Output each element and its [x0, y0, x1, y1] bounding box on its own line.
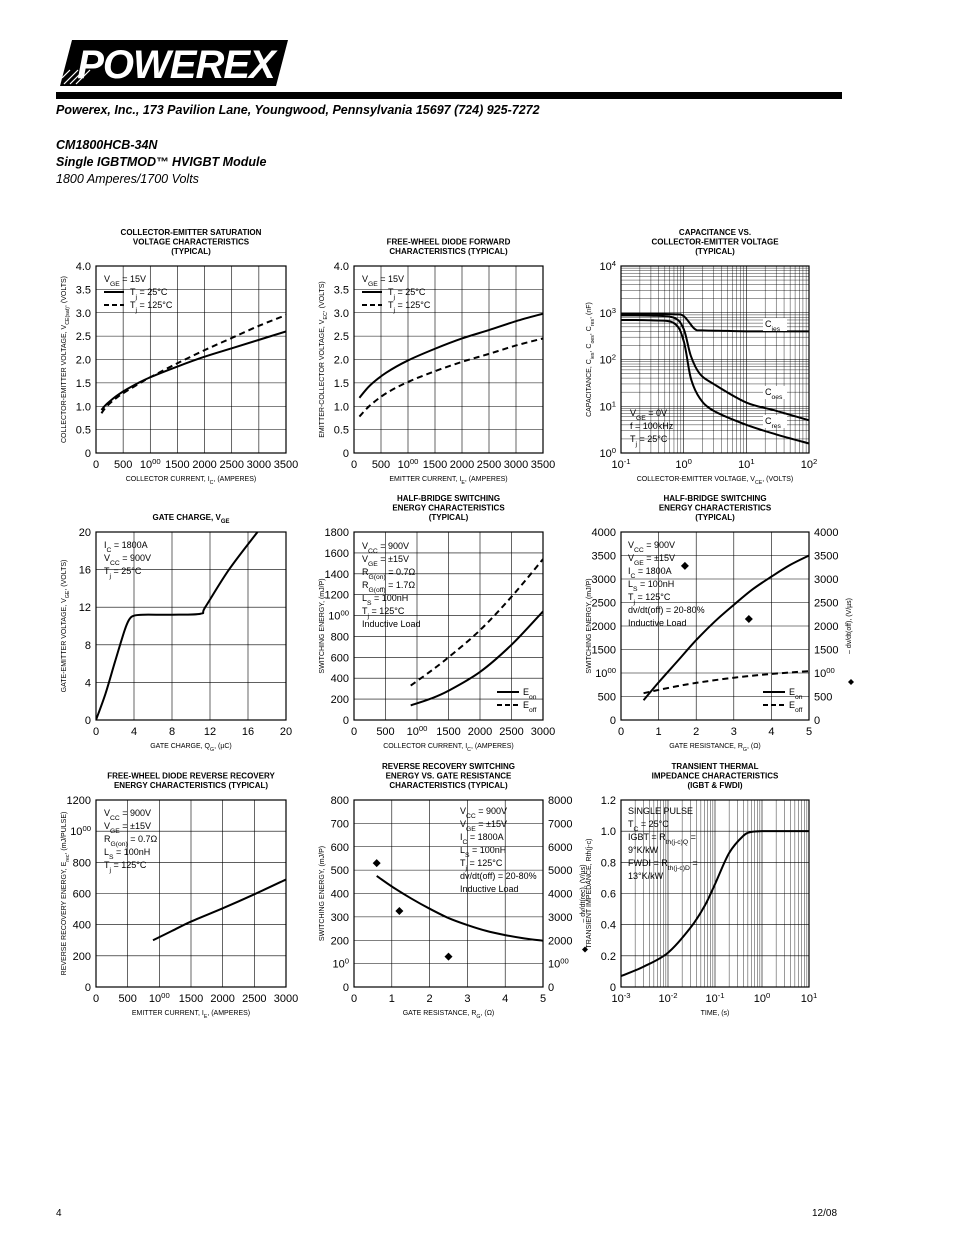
- annotation-text: $V_{GE} = \pm 15V$: [628, 553, 675, 567]
- y-axis-label: SWITCHING ENERGY, (mJ/P): [586, 578, 593, 674]
- x-tick-label: 3000: [530, 726, 556, 738]
- chart-title: FREE-WHEEL DIODE REVERSE RECOVERY: [107, 771, 275, 781]
- chart-title: ENERGY CHARACTERISTICS: [658, 503, 772, 513]
- annotation-box: [362, 541, 537, 714]
- y2-axis-label: – dv/dt(rec), (V/µs): [580, 864, 587, 923]
- series-line: [411, 559, 543, 685]
- y2-tick-label: 4000: [814, 527, 839, 539]
- y-tick-label: $10^{00}$: [328, 608, 349, 623]
- series-line: [153, 879, 286, 940]
- x-tick-label: 2000: [192, 459, 217, 471]
- y-axis-label: SWITCHING ENERGY, (mJ/P): [319, 578, 326, 674]
- annotation-text: $L_S = 100nH$: [628, 579, 675, 593]
- y-tick-label: 1.0: [333, 401, 349, 414]
- chart-8: [319, 762, 588, 1020]
- annotation-text: $I_C = 1800A$: [104, 540, 148, 554]
- y-tick-label: 0: [342, 982, 349, 994]
- annotation-text: Inductive Load: [362, 619, 421, 629]
- x-tick-label: 0: [350, 993, 358, 1005]
- series-line: [101, 331, 286, 410]
- series-line: [644, 671, 809, 693]
- y-tick-label: 0: [84, 982, 91, 994]
- chart-1: [61, 228, 298, 486]
- annotation-text: $R_{G(on)} = 0.7\Omega$: [362, 567, 416, 581]
- annotation-text: $T_j = 125^\circ C$: [104, 860, 147, 874]
- chart-title: COLLECTOR-EMITTER SATURATION: [120, 228, 262, 237]
- y-tick-label: 200: [72, 950, 91, 963]
- x-tick-label: 500: [371, 459, 391, 471]
- annotation-text: $T_j = 25^\circ C$: [630, 434, 668, 448]
- y-tick-label: 800: [330, 795, 349, 807]
- module-rating: 1800 Amperes/1700 Volts: [56, 172, 199, 186]
- page-number: 4: [56, 1208, 62, 1219]
- y-tick-label: 2000: [591, 621, 616, 633]
- x-tick-label: 3500: [273, 459, 299, 471]
- x-tick-label: $10^1$: [738, 456, 755, 471]
- x-tick-label: 2500: [219, 459, 244, 471]
- logo-text: POWEREX: [77, 43, 275, 86]
- y-tick-label: $10^{00}$: [70, 823, 91, 839]
- annotation-text: $T_j = 125^\circ C$: [628, 592, 671, 606]
- y-tick-label: 400: [330, 673, 349, 686]
- y-tick-label: 200: [330, 694, 349, 707]
- annotation-text: $V_{GE} = \pm 15V$: [104, 821, 151, 835]
- x-tick-label: 1: [655, 726, 662, 738]
- series-line: [359, 314, 543, 398]
- y2-tick-label: $10^{00}$: [814, 665, 835, 680]
- chart-3: [586, 228, 817, 486]
- annotation-box: [460, 806, 537, 894]
- y-tick-label: 4: [84, 677, 91, 690]
- y-tick-label: 0.2: [600, 950, 616, 963]
- legend-label: $T_j = 25^\circ C$: [388, 287, 426, 301]
- chart-title: VOLTAGE CHARACTERISTICS: [132, 237, 250, 247]
- y-tick-label: 8: [84, 639, 91, 652]
- part-number: CM1800HCB-34N: [56, 138, 158, 152]
- y-tick-label: 300: [330, 911, 349, 924]
- y-tick-label: 2.5: [75, 331, 91, 344]
- annotation-text: $T_j = 125^\circ C$: [460, 858, 503, 872]
- chart-grid: [96, 266, 286, 453]
- annotation-box: [104, 274, 173, 314]
- x-tick-label: $10^0$: [675, 456, 692, 471]
- x-tick-label: 1500: [422, 459, 448, 471]
- x-tick-label: $10^{-2}$: [658, 990, 678, 1005]
- legend-label: $T_j = 25^\circ C$: [130, 287, 168, 301]
- y-tick-label: 700: [330, 818, 349, 831]
- x-tick-label: 0: [92, 993, 100, 1005]
- x-axis-label: COLLECTOR CURRENT, $I_C$, (AMPERES): [383, 743, 514, 753]
- x-tick-label: $10^{-1}$: [705, 990, 725, 1005]
- y-tick-label: 1400: [324, 568, 349, 581]
- x-tick-label: 12: [203, 726, 217, 738]
- chart-title: HALF-BRIDGE SWITCHING: [663, 494, 767, 503]
- x-tick-label: $10^{00}$: [406, 723, 428, 738]
- x-tick-label: 3000: [246, 459, 272, 471]
- x-tick-label: 1500: [436, 726, 461, 738]
- annotation-box: [630, 318, 787, 448]
- y-tick-label: 4.0: [333, 261, 349, 273]
- x-tick-label: 3000: [503, 459, 529, 471]
- annotation-text: $R_{G(off)} = 1.7\Omega$: [362, 580, 416, 594]
- x-tick-label: 500: [376, 726, 395, 738]
- annotation-text: $V_{GE} = 15V$: [362, 274, 405, 288]
- x-tick-label: 0: [350, 726, 358, 738]
- y-axis-label: TRANSIENT IMPEDANCE, Rth(j-c): [586, 838, 593, 949]
- chart-title: (TYPICAL): [171, 247, 211, 256]
- y-tick-label: 12: [78, 602, 91, 615]
- x-tick-label: 3000: [273, 993, 299, 1005]
- x-axis-label: COLLECTOR-EMITTER VOLTAGE, $V_{CE}$, (VOLTS): [636, 476, 794, 486]
- x-tick-label: $10^2$: [800, 456, 818, 471]
- chart-4: [61, 513, 292, 753]
- y2-tick-label: 0: [548, 982, 555, 994]
- y-tick-label: 800: [330, 631, 349, 644]
- annotation-text: $I_C = 1800A$: [628, 566, 672, 580]
- annotation-text: $V_{GE} = \pm 15V$: [362, 554, 409, 568]
- x-tick-label: 0: [92, 459, 100, 471]
- annotation-text: dv/dt(off) = 20-80%: [460, 871, 537, 881]
- y-tick-label: 600: [72, 888, 91, 901]
- chart-title: REVERSE RECOVERY SWITCHING: [382, 762, 515, 771]
- annotation-text: FWDI = $R_{th(j-c)D}$ =: [628, 858, 698, 872]
- annotation-text: SINGLE PULSE: [628, 806, 694, 816]
- y2-tick-label: 0: [814, 715, 821, 727]
- x-tick-label: 2: [426, 993, 433, 1005]
- y-tick-label: 20: [78, 527, 91, 539]
- y2-tick-label: 6000: [548, 841, 573, 854]
- x-tick-label: 1500: [165, 459, 190, 471]
- y2-tick-label: 500: [814, 691, 833, 704]
- y-tick-label: 0: [609, 982, 616, 994]
- y-tick-label: $10^0$: [332, 956, 349, 971]
- y-tick-label: 3.5: [333, 284, 349, 297]
- annotation-text: $V_{CC} = 900V$: [628, 540, 676, 554]
- y-tick-label: 0: [342, 448, 349, 460]
- chart-title: (IGBT & FWDI): [687, 781, 743, 790]
- company-address: Powerex, Inc., 173 Pavilion Lane, Youngwood, Pennsylvania 15697 (724) 925-7272: [56, 103, 540, 117]
- y-tick-label: 600: [330, 652, 349, 665]
- annotation-box: [104, 808, 158, 874]
- y-tick-label: $10^3$: [599, 305, 616, 320]
- annotation-text: $V_{GE} = 15V$: [104, 274, 147, 288]
- y-axis-label: SWITCHING ENERGY, (mJ/P): [319, 845, 326, 942]
- y-tick-label: 600: [330, 841, 349, 854]
- x-tick-label: 500: [118, 993, 137, 1005]
- x-tick-label: 1500: [178, 993, 204, 1005]
- y-tick-label: 2.0: [333, 354, 349, 367]
- revision-date: 12/08: [812, 1208, 838, 1219]
- y-tick-label: 0.5: [75, 424, 91, 437]
- x-tick-label: 2000: [467, 726, 493, 738]
- y-tick-label: 4.0: [75, 261, 91, 273]
- x-tick-label: $10^{-1}$: [611, 456, 631, 471]
- chart-title: CHARACTERISTICS (TYPICAL): [389, 781, 508, 790]
- curve-label: $C_{res}$: [765, 416, 781, 430]
- y-tick-label: 1.5: [75, 377, 91, 390]
- x-axis-label: TIME, (s): [700, 1010, 730, 1017]
- series-line: [359, 338, 543, 416]
- series-line: [101, 315, 286, 413]
- y-tick-label: 2500: [591, 597, 616, 610]
- annotation-text: $V_{CC} = 900V$: [104, 553, 152, 567]
- legend-label: $E_{on}$: [523, 687, 537, 701]
- x-tick-label: 1: [388, 993, 395, 1005]
- x-tick-label: $10^0$: [753, 990, 771, 1005]
- annotation-box: [362, 274, 431, 314]
- x-tick-label: 16: [241, 726, 255, 738]
- x-tick-label: $10^{00}$: [139, 456, 161, 471]
- y-tick-label: 500: [330, 865, 349, 878]
- y2-tick-label: 3000: [548, 911, 573, 924]
- y2-tick-label: 4000: [548, 888, 573, 901]
- x-axis-label: GATE CHARGE, $Q_G$, (µC): [150, 743, 232, 753]
- y-tick-label: 3.0: [333, 307, 349, 320]
- chart-title: ENERGY VS. GATE RESISTANCE: [385, 771, 512, 781]
- x-axis-label: EMITTER CURRENT, $I_E$, (AMPERES): [131, 1010, 251, 1020]
- chart-9: [586, 762, 817, 1017]
- x-tick-label: $10^{00}$: [148, 990, 170, 1005]
- x-tick-label: 0: [350, 459, 358, 471]
- chart-2: [319, 238, 555, 487]
- x-tick-label: 2500: [499, 726, 524, 738]
- annotation-text: IGBT = $R_{th(j-c)Q}$ =: [628, 832, 696, 846]
- y2-axis-label: – dv/dt(off), (V/µs): [846, 597, 853, 655]
- y-tick-label: 0: [342, 715, 349, 727]
- y2-tick-label: 5000: [548, 865, 573, 878]
- y2-tick-label: 2000: [814, 621, 839, 633]
- y-tick-label: 0.4: [600, 919, 616, 932]
- y2-tick-label: 2000: [548, 935, 573, 948]
- y-axis-label: COLLECTOR-EMITTER VOLTAGE, $V_{CE(sat)}$, (VOLTS): [61, 275, 71, 444]
- y-tick-label: 0: [84, 448, 91, 460]
- y-tick-label: 400: [330, 888, 349, 901]
- annotation-text: f = 100kHz: [630, 421, 674, 431]
- y-tick-label: $10^{00}$: [595, 665, 616, 680]
- data-point: [445, 953, 453, 961]
- x-tick-label: 4: [502, 993, 509, 1005]
- y-tick-label: 1.0: [600, 826, 616, 839]
- data-point: [373, 859, 381, 867]
- y-tick-label: 1500: [591, 644, 616, 657]
- chart-title: ENERGY CHARACTERISTICS (TYPICAL): [113, 781, 269, 790]
- annotation-text: $T_C = 25^\circ C$: [628, 819, 669, 833]
- y-tick-label: 1200: [66, 795, 91, 807]
- chart-title: COLLECTOR-EMITTER VOLTAGE: [651, 237, 779, 247]
- y-axis-label: CAPACITANCE, $C_{ies}$, $C_{oes}$, $C_{res}$, (nF): [586, 302, 596, 417]
- chart-title: (TYPICAL): [695, 513, 735, 522]
- y-tick-label: 1600: [324, 547, 349, 560]
- x-tick-label: 2500: [242, 993, 267, 1005]
- y2-tick-label: 2500: [814, 597, 839, 610]
- chart-5: [319, 494, 555, 753]
- annotation-text: Inductive Load: [628, 618, 687, 628]
- x-axis-label: COLLECTOR CURRENT, $I_C$, (AMPERES): [125, 476, 257, 486]
- annotation-text: $V_{CC} = 900V$: [104, 808, 152, 822]
- y-tick-label: 3.5: [75, 284, 91, 297]
- y-tick-label: 2.0: [75, 354, 91, 367]
- x-tick-label: $10^{00}$: [397, 456, 419, 471]
- y-tick-label: 0.8: [600, 857, 616, 870]
- x-tick-label: 3500: [530, 459, 556, 471]
- y-tick-label: 3500: [591, 550, 616, 563]
- annotation-text: $V_{GE} = \pm 15V$: [460, 819, 507, 833]
- y-tick-label: $10^0$: [599, 445, 616, 460]
- y2-marker-key: [848, 679, 854, 685]
- annotation-box: [628, 806, 698, 881]
- y2-tick-label: 3000: [814, 574, 839, 586]
- y-tick-label: 400: [72, 919, 91, 932]
- y-tick-label: $10^2$: [599, 352, 616, 367]
- y-tick-label: $10^4$: [599, 258, 616, 273]
- x-tick-label: 2000: [449, 459, 475, 471]
- annotation-text: 13°K/kW: [628, 871, 664, 881]
- x-tick-label: 3: [464, 993, 471, 1005]
- chart-title: FREE-WHEEL DIODE FORWARD: [386, 237, 511, 247]
- y-tick-label: 1200: [324, 589, 349, 602]
- chart-title: CAPACITANCE VS.: [678, 228, 752, 237]
- module-description: Single IGBTMOD™ HVIGBT Module: [56, 155, 267, 169]
- y-axis-label: GATE-EMITTER VOLTAGE, $V_{GE}$, (VOLTS): [61, 559, 71, 693]
- annotation-box: [104, 540, 151, 580]
- chart-title: (TYPICAL): [695, 247, 735, 256]
- y-tick-label: 500: [597, 691, 616, 704]
- chart-title: TRANSIENT THERMAL: [671, 762, 759, 771]
- legend-label: $T_j = 125^\circ C$: [388, 300, 431, 314]
- y-axis-label: EMITTER-COLLECTOR VOLTAGE, $V_{EC}$, (VOLTS): [319, 281, 329, 438]
- data-point: [681, 562, 689, 570]
- y2-tick-label: 7000: [548, 818, 573, 831]
- y-tick-label: 800: [72, 857, 91, 870]
- annotation-text: $L_S = 100nH$: [460, 845, 507, 859]
- y-tick-label: 1.2: [600, 795, 616, 807]
- x-tick-label: 4: [768, 726, 775, 738]
- y-tick-label: 0.5: [333, 424, 349, 437]
- x-tick-label: 4: [130, 726, 138, 738]
- annotation-text: $V_{CC} = 900V$: [362, 541, 410, 555]
- y-tick-label: 0.6: [600, 888, 616, 901]
- y-axis-label: REVERSE RECOVERY ENERGY, $E_{rec}$, (mJ/PULSE): [61, 811, 71, 976]
- legend-label: $E_{off}$: [789, 700, 803, 714]
- chart-title: CHARACTERISTICS (TYPICAL): [389, 247, 508, 256]
- y-tick-label: 1.5: [333, 377, 349, 390]
- annotation-text: $T_j = 125^\circ C$: [362, 606, 405, 620]
- chart-grid: [354, 266, 543, 453]
- chart-title: ENERGY CHARACTERISTICS: [392, 503, 505, 513]
- chart-title: IMPEDANCE CHARACTERISTICS: [651, 771, 779, 781]
- y-tick-label: 1800: [324, 527, 349, 539]
- y-tick-label: $10^1$: [599, 398, 616, 414]
- annotation-text: $V_{CC} = 900V$: [460, 806, 508, 820]
- x-tick-label: 2: [693, 726, 700, 738]
- y2-tick-label: 3500: [814, 550, 839, 563]
- chart-title: HALF-BRIDGE SWITCHING: [396, 494, 501, 503]
- y-tick-label: 2.5: [333, 331, 349, 344]
- y2-tick-label: $10^{00}$: [548, 956, 569, 971]
- y-tick-label: 0: [609, 715, 616, 727]
- annotation-text: $L_S = 100nH$: [104, 847, 151, 861]
- legend-label: $E_{off}$: [523, 700, 537, 714]
- x-tick-label: 3: [730, 726, 737, 738]
- y-tick-label: 0: [84, 715, 91, 727]
- legend-label: $E_{on}$: [789, 687, 803, 701]
- annotation-text: Inductive Load: [460, 884, 519, 894]
- annotation-text: $R_{G(on)} = 0.7\Omega$: [104, 834, 158, 848]
- y-tick-label: 3000: [591, 574, 616, 586]
- y-tick-label: 3.0: [75, 307, 91, 320]
- annotation-text: 9°K/kW: [628, 845, 659, 855]
- x-tick-label: 20: [279, 726, 293, 738]
- x-tick-label: $10^1$: [800, 990, 818, 1005]
- annotation-text: $T_j = 25^\circ C$: [104, 566, 142, 580]
- x-tick-label: $10^{-3}$: [611, 990, 631, 1005]
- annotation-text: dv/dt(off) = 20-80%: [628, 605, 705, 615]
- chart-7: [61, 772, 298, 1021]
- x-tick-label: 0: [617, 726, 625, 738]
- y2-tick-label: 8000: [548, 795, 573, 807]
- y2-tick-label: 1500: [814, 644, 839, 657]
- annotation-text: $V_{GE} = 0V$: [630, 408, 668, 422]
- x-tick-label: 5: [539, 993, 547, 1005]
- x-tick-label: 2000: [210, 993, 235, 1005]
- chart-title: (TYPICAL): [428, 513, 469, 522]
- x-tick-label: 2500: [476, 459, 502, 471]
- x-tick-label: 8: [168, 726, 176, 738]
- annotation-text: $I_C = 1800A$: [460, 832, 504, 846]
- x-tick-label: 500: [113, 459, 133, 471]
- y-tick-label: 1.0: [75, 401, 91, 414]
- x-axis-label: EMITTER CURRENT, $I_E$, (AMPERES): [389, 476, 508, 486]
- legend-label: $T_j = 125^\circ C$: [130, 300, 173, 314]
- y-tick-label: 200: [330, 935, 349, 948]
- data-point: [395, 907, 403, 915]
- y-tick-label: 4000: [591, 527, 616, 539]
- curve-label: $C_{oes}$: [765, 387, 783, 401]
- chart-title: GATE CHARGE, $V_{GE}$: [152, 513, 230, 525]
- data-point: [745, 615, 753, 623]
- x-tick-label: 0: [92, 726, 100, 738]
- x-tick-label: 5: [805, 726, 813, 738]
- curve-label: $C_{ies}$: [765, 319, 781, 333]
- annotation-text: $L_S = 100nH$: [362, 593, 409, 607]
- x-axis-label: GATE RESISTANCE, $R_G$, (Ω): [669, 743, 761, 753]
- x-axis-label: GATE RESISTANCE, $R_G$, (Ω): [402, 1010, 495, 1020]
- chart-6: [586, 494, 854, 753]
- y-tick-label: 16: [78, 564, 91, 577]
